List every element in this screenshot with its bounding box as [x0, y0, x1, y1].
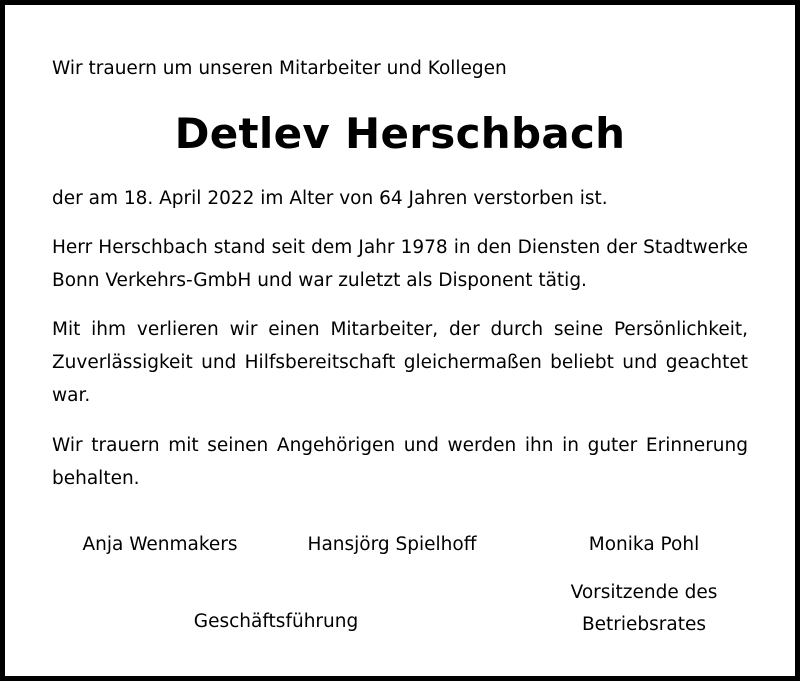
paragraph-mourning: Wir trauern mit seinen Angehörigen und werden ihn in guter Erinnerung behalten. [52, 435, 748, 489]
paragraph-career: Herr Herschbach stand seit dem Jahr 1978 in den Diensten der Stadtwerke Bonn Verkehrs-GmbH und war zuletzt als Disponent tätig. [52, 237, 748, 291]
signature-anja-wenmakers: Anja Wenmakers [82, 534, 238, 555]
works-council-line-1: Vorsitzende des [570, 582, 718, 603]
paragraph-death-date: der am 18. April 2022 im Alter von 64 Jahren verstorben ist. [52, 188, 608, 209]
signature-monika-pohl: Monika Pohl [588, 534, 700, 555]
works-council-role [554, 577, 734, 641]
management-label: Geschäftsführung [193, 611, 359, 632]
signature-hansjoerg-spielhoff: Hansjörg Spielhoff [307, 534, 477, 555]
intro-line: Wir trauern um unseren Mitarbeiter und Kollegen [52, 58, 507, 79]
works-council-line-2: Betriebsrates [581, 614, 707, 635]
deceased-name: Detlev Herschbach [174, 109, 626, 158]
paragraph-character: Mit ihm verlieren wir einen Mitarbeiter, der durch seine Persönlichkeit, Zuverlässigkeit und Hilfsbereitschaft gleichermaßen beliebt und geachtet war. [52, 319, 748, 406]
